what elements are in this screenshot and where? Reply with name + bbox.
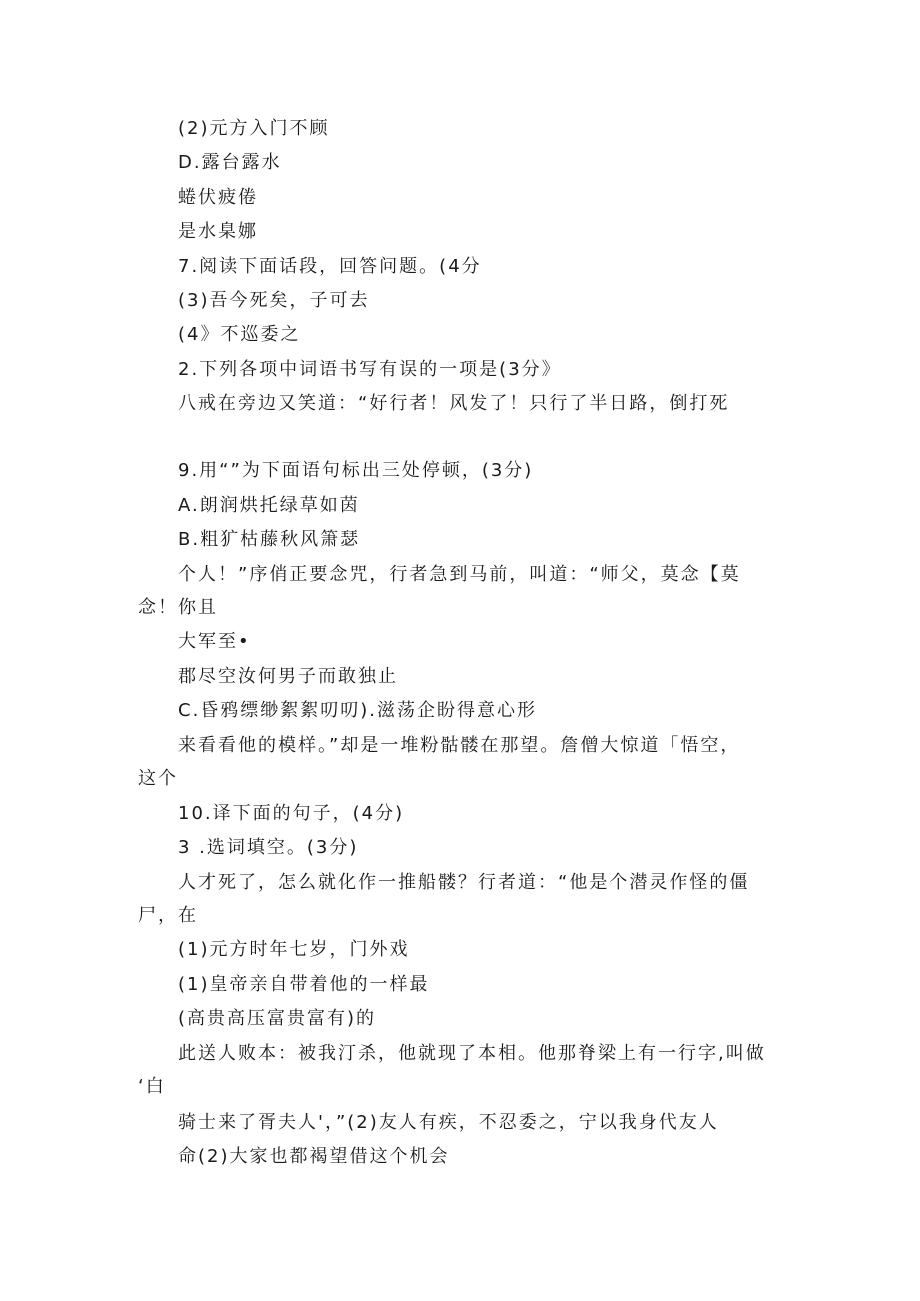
text-line: 10.译下面的句子，(4分) (178, 803, 405, 824)
text-line: 郡尽空汝何男子而敢独止 (178, 666, 398, 687)
text-line: A.朗润烘托绿草如茵 (178, 495, 360, 516)
text-line: 念！你且 (138, 597, 218, 618)
text-line: 命(2)大家也都褐望借这个机会 (178, 1146, 450, 1167)
text-line: 来看看他的模样。”却是一堆粉骷髅在那望。詹僧大惊道「悟空， (178, 735, 741, 756)
text-line: (高贵高压富贵富有)的 (178, 1008, 377, 1029)
text-line: B.粗犷枯藤秋风箫瑟 (178, 529, 361, 550)
text-line: 此送人败本：被我汀杀，他就现了本相。他那脊梁上有一行字,叫做 (178, 1043, 766, 1064)
text-line: (2)元方入门不顾 (178, 118, 330, 139)
text-line: 骑士来了胥夫人'，”(2)友人有疾，不忍委之，宁以我身代友人 (178, 1112, 719, 1133)
text-line: 个人！”序俏正要念咒，行者急到马前，叫道：“师父，莫念【莫 (178, 564, 741, 585)
text-line: 7.阅读下面话段，回答问题。(4分 (178, 256, 482, 277)
text-line: 9.用“”为下面语句标出三处停顿，(3分) (178, 460, 534, 481)
text-line: 尸，在 (138, 905, 198, 926)
text-line: ‘白 (138, 1076, 166, 1097)
text-line: 人才死了，怎么就化作一推船髅？行者道：“他是个潜灵作怪的僵 (178, 872, 750, 893)
text-line: 2.下列各项中词语书写有误的一项是(3分》 (178, 359, 562, 380)
text-line: (3)吾今死矣，子可去 (178, 290, 370, 311)
text-line: C.昏鸦缥缈絮絮叨叨).滋荡企盼得意心形 (178, 700, 538, 721)
text-line: 蜷伏疲倦 (178, 187, 258, 208)
text-line: 大军至• (178, 631, 251, 652)
text-line: 这个 (138, 768, 178, 789)
text-line: 3 .选词填空。(3分) (178, 837, 359, 858)
text-line: (4》不巡委之 (178, 324, 301, 345)
text-line: D.露台露水 (178, 152, 282, 173)
text-line: 八戒在旁边又笑道：“好行者！风发了！只行了半日路，倒打死 (178, 393, 730, 414)
text-line: (1)元方时年七岁，门外戏 (178, 939, 410, 960)
text-line: 是水臬娜 (178, 221, 258, 242)
text-line: (1)皇帝亲自带着他的一样最 (178, 974, 430, 995)
